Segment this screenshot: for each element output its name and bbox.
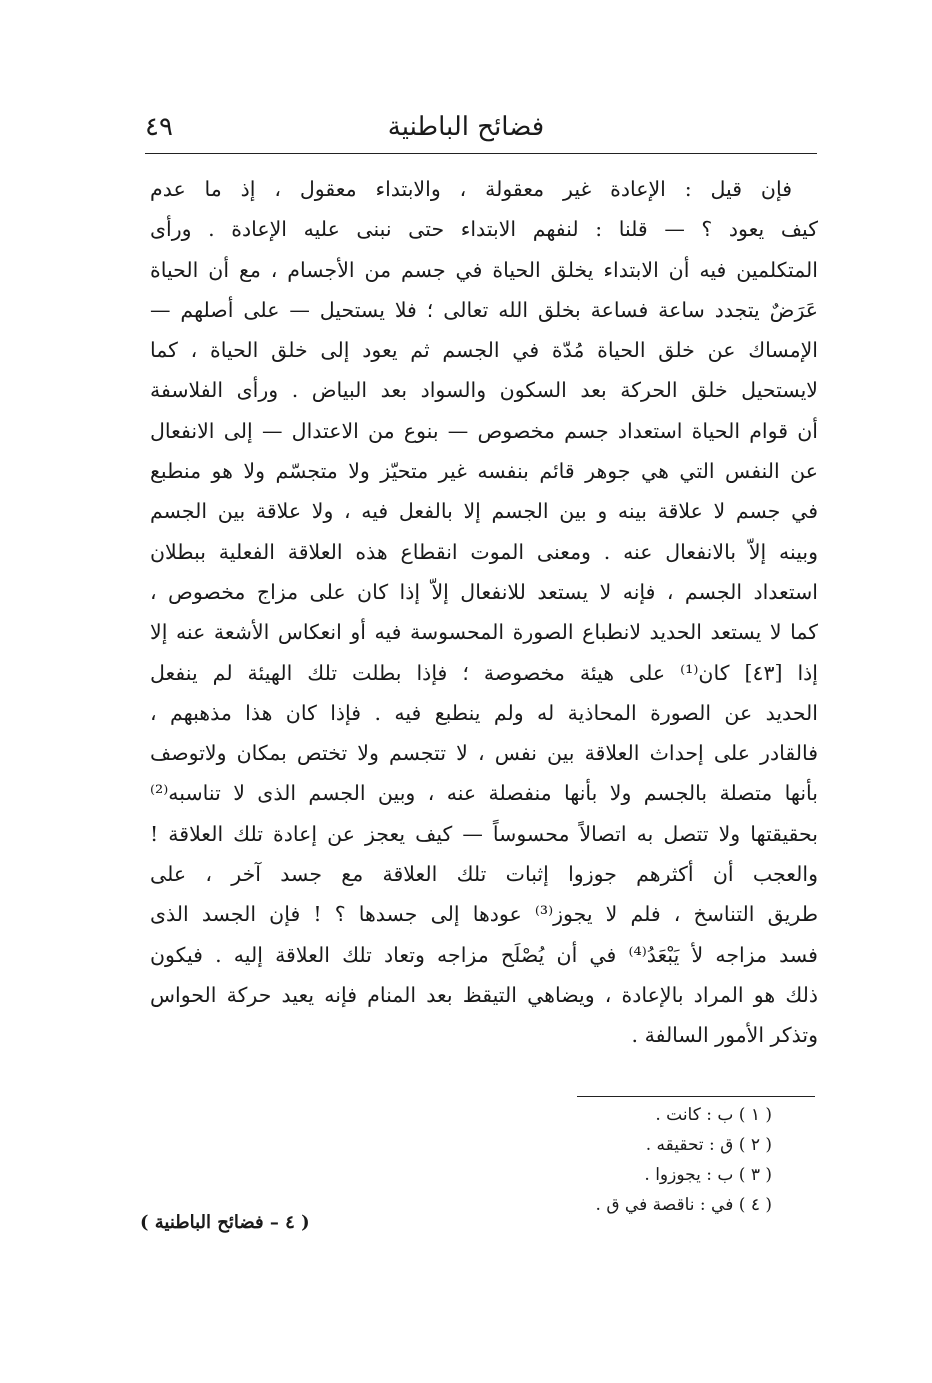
header-divider	[145, 153, 817, 154]
body-line: كيف يعود ؟ — قلنا : لنفهم الابتداء حتى نبنى عليه الإعادة . ورأى	[150, 217, 818, 242]
page-number: ٤٩	[145, 112, 173, 142]
body-line: كما لا يستعد الحديد لانطباع الصورة المحسوسة فيه أو انعكاس الأشعة عنه إلا	[150, 620, 818, 645]
footnote: ( ١ ) ب : كانت .	[655, 1105, 772, 1125]
body-line: وبينه إلاّ بالانفعال عنه . ومعنى الموت انقطاع هذه العلاقة الفعلية ببطلان	[150, 539, 818, 564]
footnote: ( ٤ ) في : ناقصة في ق .	[595, 1195, 772, 1215]
body-text	[150, 169, 818, 1056]
body-line: في جسم لا علاقة بينه و بين الجسم إلا بالفعل فيه ، ولا علاقة بين الجسم	[150, 499, 818, 524]
signature-mark: ( ٤ – فضائح الباطنية )	[140, 1212, 310, 1233]
body-line: المتكلمين فيه أن الابتداء يخلق الحياة في جسم من الأجسام ، مع أن الحياة	[150, 257, 818, 282]
body-line: استعداد الجسم ، فإنه لا يستعد للانفعال إلاّ إذا كان على مزاج مخصوص ،	[150, 579, 818, 604]
body-line: فإن قيل : الإعادة غير معقولة ، والابتداء معقول ، إذ ما عدم	[150, 177, 792, 201]
body-line: إذا [٤٣] كان⁽¹⁾ على هيئة مخصوصة ؛ فإذا بطلت تلك الهيئة لم ينفعل	[150, 660, 818, 685]
body-line: فالقادر على إحداث العلاقة بين نفس ، لا تتجسم ولا تختص بمكان ولاتوصف	[150, 741, 818, 766]
footnote: ( ٣ ) ب : يجوزوا .	[644, 1165, 772, 1185]
footnotes	[596, 1100, 772, 1220]
body-line: والعجب أن أكثرهم جوزوا إثبات تلك العلاقة مع جسد آخر ، على	[150, 862, 818, 887]
running-header-title: فضائح الباطنية	[387, 112, 545, 142]
body-line: وتذكر الأمور السالفة .	[631, 1023, 818, 1048]
body-line: أن قوام الحياة استعداد جسم مخصوص — بنوع من الاعتدال — إلى الانفعال	[150, 418, 818, 443]
footnote-divider	[577, 1096, 815, 1097]
body-line: طريق التناسخ ، فلم لا يجوز⁽³⁾ عودها إلى جسدها ؟ ! فإن الجسد الذى	[150, 902, 819, 927]
body-line: فسد مزاجه لأ يَبْعَدُ⁽⁴⁾ في أن يُصْلَح مزاجه وتعاد تلك العلاقة إليه . فيكون	[150, 942, 818, 967]
body-line: عن النفس التي هي جوهر قائم بنفسه غير متحيّز ولا متجسّم ولا هو منطبع	[150, 459, 818, 484]
body-line: الإمساك عن خلق الحياة مُدّة في الجسم ثم يعود إلى خلق الحياة ، كما	[150, 338, 818, 363]
body-line: عَرَضٌ يتجدد ساعة فساعة بخلق الله تعالى ؛ فلا يستحيل — على أصلهم —	[150, 297, 818, 322]
body-line: بحقيقتها ولا تتصل به اتصالاً محسوساً — كيف يعجز عن إعادة تلك العلاقة !	[150, 821, 818, 846]
body-line: بأنها متصلة بالجسم ولا بأنها منفصلة عنه ، وبين الجسم الذى لا تناسبه⁽²⁾	[150, 781, 818, 806]
body-line: لايستحيل خلق الحركة بعد السكون والسواد بعد البياض . ورأى الفلاسفة	[150, 378, 818, 403]
footnote: ( ٢ ) ق : تحقيقه .	[645, 1135, 772, 1155]
body-line: الحديد عن الصورة المحاذية له ولم ينطبع فيه . فإذا كان هذا مذهبهم ،	[150, 700, 818, 725]
body-line: ذلك هو المراد بالإعادة ، ويضاهي التيقظ بعد المنام فإنه يعيد حركة الحواس	[150, 982, 818, 1007]
